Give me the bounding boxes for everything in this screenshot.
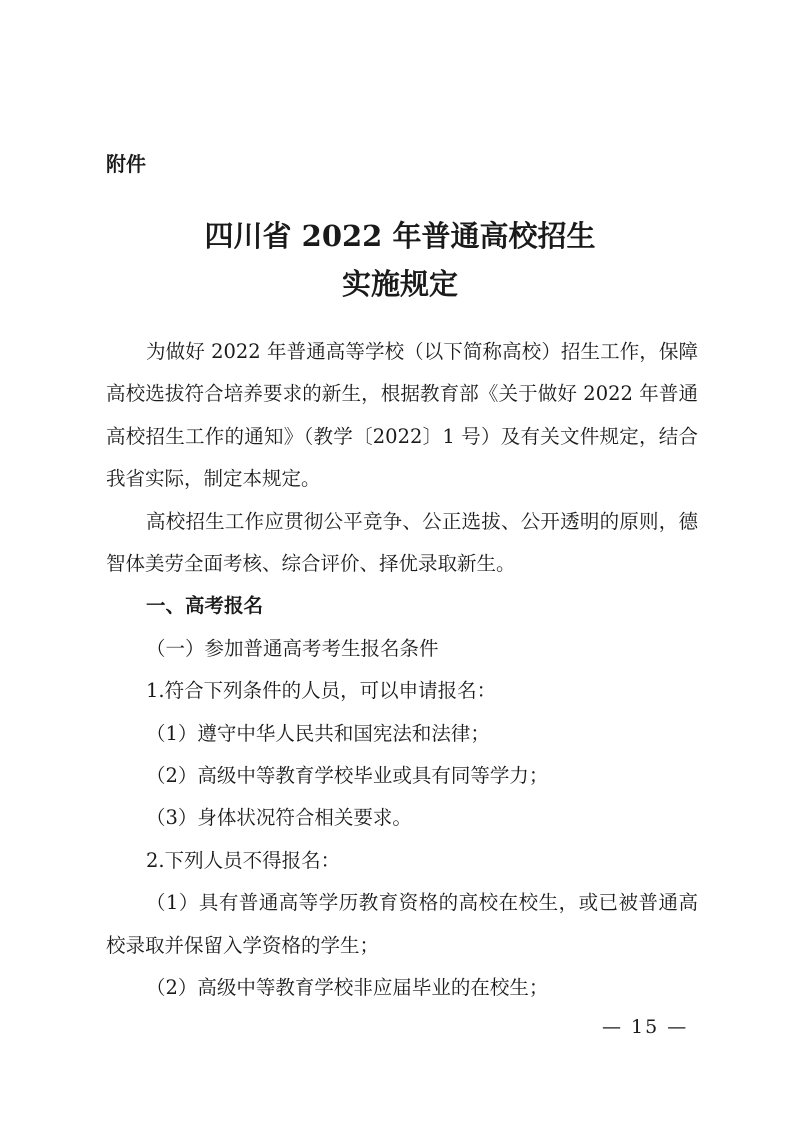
- item-2-condition-1: （1）具有普通高等学历教育资格的高校在校生，或已被普通高校录取并保留入学资格的学生；: [106, 891, 698, 957]
- intro-paragraph: 为做好 2022 年普通高等学校（以下简称高校）招生工作，保障高校选拔符合培养要求的新生，根据教育部《关于做好 2022 年普通高校招生工作的通知》（教学〔2022〕1 号）及有关文件规定，结合我省实际，制定本规定。: [106, 340, 698, 491]
- page-number: — 15 —: [602, 1016, 689, 1038]
- subsection-heading: （一）参加普通高考考生报名条件: [146, 636, 439, 660]
- item-1-label: 1.符合下列条件的人员，可以申请报名：: [146, 679, 497, 703]
- document-body: [106, 331, 698, 1010]
- document-title-line-1: 四川省 2022 年普通高校招生: [204, 219, 596, 253]
- item-1-condition-2: （2）高级中等教育学校毕业或具有同等学力；: [146, 764, 549, 788]
- item-2-condition-2: （2）高级中等教育学校非应届毕业的在校生；: [146, 976, 549, 1000]
- attachment-label: 附件: [106, 152, 146, 176]
- item-1-condition-3: （3）身体状况符合相关要求。: [146, 806, 412, 830]
- section-heading: 一、高考报名: [146, 594, 264, 618]
- item-2-label: 2.下列人员不得报名：: [146, 848, 341, 872]
- item-1-condition-1: （1）遵守中华人民共和国宪法和法律；: [146, 721, 490, 745]
- principle-paragraph: 高校招生工作应贯彻公平竞争、公正选拔、公开透明的原则，德智体美劳全面考核、综合评价、择优录取新生。: [106, 509, 698, 576]
- document-title-line-2: 实施规定: [341, 267, 458, 301]
